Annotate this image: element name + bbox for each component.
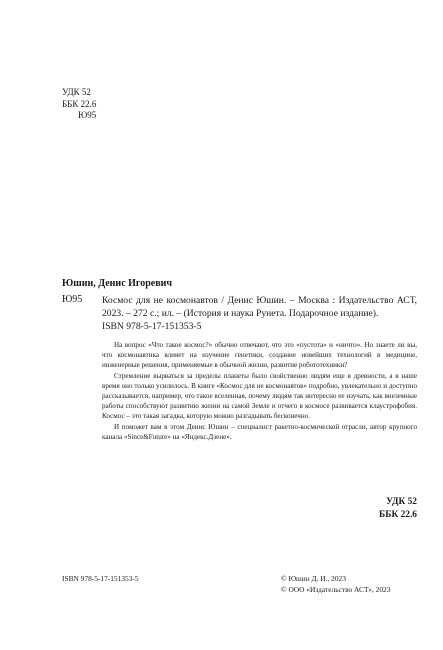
annotation: [102, 340, 417, 442]
author-code: Ю95: [62, 294, 83, 305]
author-heading: Юшин, Денис Игоревич: [62, 278, 172, 289]
bbk-code: ББК 22.6: [62, 98, 97, 109]
author-sign: Ю95: [78, 110, 97, 120]
bbk-code-bottom: ББК 22.6: [379, 509, 417, 520]
annotation-paragraph: И поможет вам в этом Денис Юшин – специалист ракетно-космической отрасли, автор крупного канала «Since&Future» на «Яндекс.Дзене».: [102, 422, 417, 441]
copyright-block: [281, 574, 390, 595]
annotation-paragraph: На вопрос «Что такое космос?» обычно отвечают, что это «пустота» и «ничто». Но знаете ли вы, что космонавтика влияет на изучение генетики, создание новейших технологий в медицине, инженерные решения, применяемые в обычной жизни, развитие робототехники?: [102, 341, 417, 370]
annotation-paragraph: Стремление вырваться за пределы планеты было свойственно людям еще в древности, а в наше время оно только усилилось. В книге «Космос для не космонавтов» подробно, увлекательно и доступно рассказывается, например, что такое вселенная, почему людям так интересно ее изучать, как внеземные работы способствуют развитию жизни на самой Земле и отчего в космосе развивается клаустрофобия. Космос – это такая загадка, которую можно разгадывать бесконечно.: [102, 371, 417, 421]
bibliographic-description: Космос для не космонавтов / Денис Юшин. – Москва : Издательство АСТ, 2023. – 272 с.; ил. – (История и наука Рунета. Подарочное издание).: [102, 295, 417, 319]
top-classification-codes: [62, 87, 96, 122]
udk-code: УДК 52: [62, 87, 91, 97]
copyright-publisher: © ООО «Издательство АСТ», 2023: [281, 584, 391, 594]
udk-code-bottom: УДК 52: [386, 497, 417, 507]
copyright-author: © Юшин Д. И., 2023: [281, 574, 346, 583]
isbn: ISBN 978-5-17-151353-5: [102, 321, 202, 332]
isbn-footer: ISBN 978-5-17-151353-5: [62, 574, 139, 583]
bottom-classification-codes: [379, 496, 417, 521]
